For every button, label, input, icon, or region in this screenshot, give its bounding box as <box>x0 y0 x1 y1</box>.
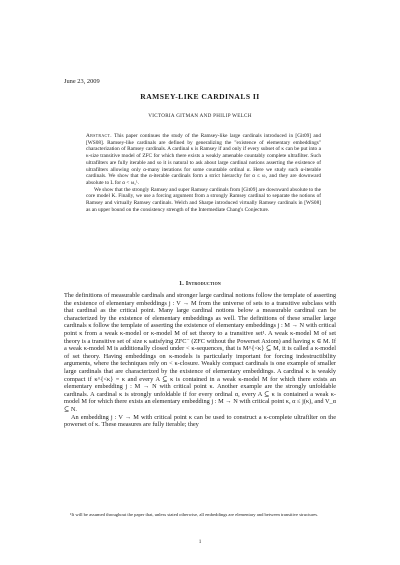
paper-date: June 23, 2009 <box>64 78 100 85</box>
abstract-label: Abstract. <box>86 133 112 139</box>
abstract-paragraph-2: We show that the strongly Ramsey and super Ramsey cardinals from [Git09] are downward absolute to the core model K. Finally, we use a forcing argument from a strongly Ramsey cardinal to separate the notions of Ramsey and virtually Ramsey cardinals. Welch and Sharpe introduced virtually Ramsey cardinals in [WS08] as an upper bound on the consistency strength of the Intermediate Chang's Conjecture. <box>86 186 321 213</box>
footnote-text: ¹It will be assumed throughout the paper that, unless stated otherwise, all embeddings are elementary and between transitive structures. <box>70 512 319 517</box>
abstract <box>86 133 321 213</box>
body-text <box>64 292 336 429</box>
abstract-text-1: This paper continues the study of the Ramsey-like large cardinals introduced in [Git09] and [WS08]. Ramsey-like cardinals are defined by generalizing the "existence of elementary embeddings" characterization of Ramsey cardinals. A cardinal κ is Ramsey if and only if every subset of κ can be put into a κ-size transitive model of ZFC for which there exists a weakly amenable countably complete ultrafilter. Such ultrafilters are fully iterable and so it is natural to ask about large cardinal notions asserting the existence of ultrafilters allowing only α-many iterations for some countable ordinal α. Here we study such α-iterable cardinals. We show that the α-iterable cardinals form a strict hierarchy for α ≤ ω₁ and they are downward absolute to L for α < ω₁ᴸ. <box>86 133 321 186</box>
body-paragraph-1: The definitions of measurable cardinals and stronger large cardinal notions follow the template of asserting the existence of elementary embeddings j : V → M from the universe of sets to a transitive subclass with that cardinal as the critical point. Many large cardinal notions below a measurable cardinal can be characterized by the existence of elementary embeddings as well. The definitions of these smaller large cardinals κ follow the template of asserting the existence of elementary embeddings j : M → N with critical point κ from a weak κ-model or κ-model M of set theory to a transitive set¹. A weak κ-model M of set theory is a transitive set of size κ satisfying ZFC⁻ (ZFC without the Powerset Axiom) and having κ ∈ M. If a weak κ-model M is additionally closed under < κ-sequences, that is M^{<κ} ⊆ M, it is called a κ-model of set theory. Having embeddings on κ-models is particularly important for forcing indestructibility arguments, where the techniques rely on < κ-closure. Weakly compact cardinals is one example of smaller large cardinals that are characterized by the existence of elementary embeddings. A cardinal κ is weakly compact if κ^{<κ} = κ and every A ⊆ κ is contained in a weak κ-model M for which there exists an elementary embedding j : M → N with critical point κ. Another example are the strongly unfoldable cardinals. A cardinal κ is strongly unfoldable if for every ordinal α, every A ⊆ κ is contained a weak κ-model M for which there exists an elementary embedding j : M → N with critical point κ, α ≤ j(κ), and V_α ⊆ N. <box>64 292 336 413</box>
paper-title: RAMSEY-LIKE CARDINALS II <box>140 92 260 101</box>
body-paragraph-2: An embedding j : V → M with critical point κ can be used to construct a κ-complete ultrafilter on the powerset of κ. These measures are fully iterable; they <box>64 413 336 429</box>
paper-authors: VICTORIA GITMAN AND PHILIP WELCH <box>148 113 252 119</box>
page-number: 1 <box>198 539 202 545</box>
abstract-paragraph-1 <box>86 133 321 187</box>
section-heading <box>0 280 400 287</box>
section-number: 1. <box>178 280 185 287</box>
footnote <box>64 512 336 518</box>
section-title: Introduction <box>185 280 222 287</box>
